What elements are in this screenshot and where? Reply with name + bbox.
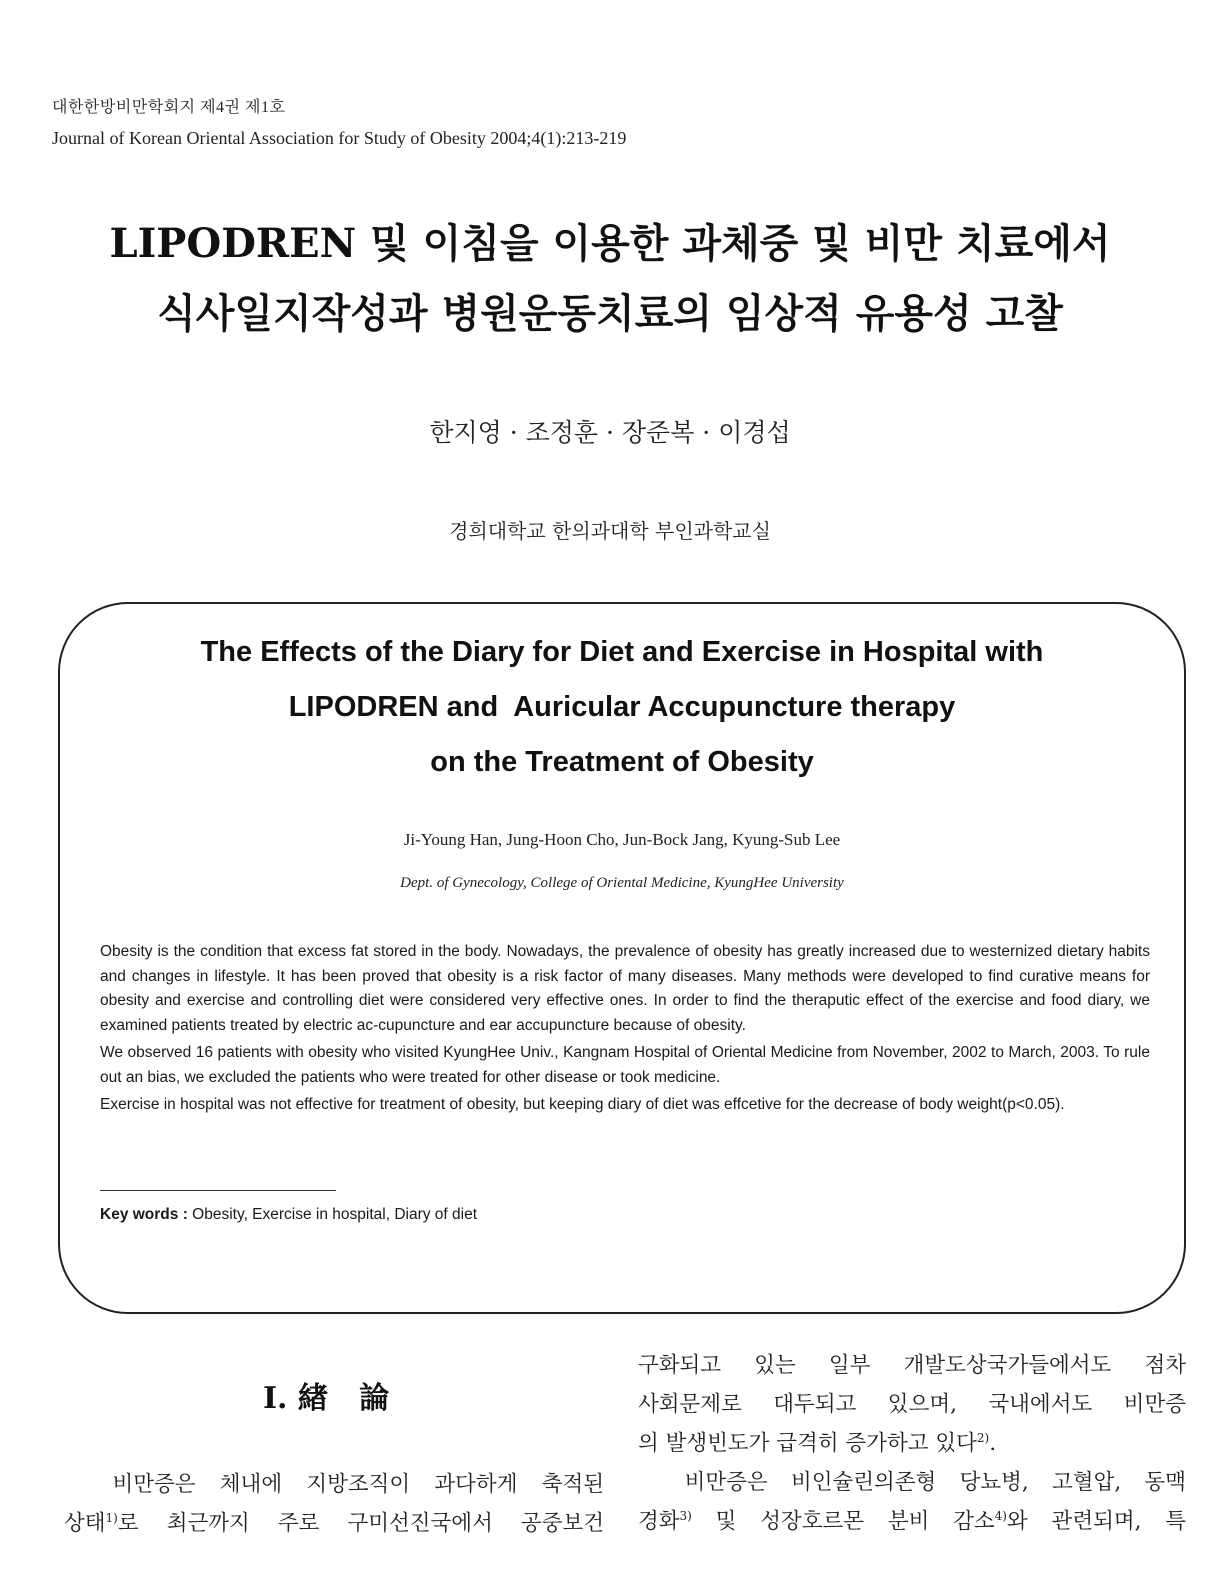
- english-title-line-2: LIPODREN and Auricular Accupuncture therapy: [288, 691, 956, 723]
- english-title-line-3: on the Treatment of Obesity: [430, 746, 814, 778]
- keywords-label: Key words :: [100, 1206, 188, 1223]
- english-title-line-1: The Effects of the Diary for Diet and Exercise in Hospital with: [200, 636, 1044, 668]
- section-heading-introduction: Ⅰ. 緖 論: [263, 1381, 390, 1416]
- keywords-list: Obesity, Exercise in hospital, Diary of diet: [192, 1206, 478, 1223]
- body-text: 비만증은 체내에 지방조직이 과다하게 축적된: [112, 1472, 605, 1497]
- keywords-divider: [100, 1190, 336, 1191]
- body-left-column: [64, 1465, 604, 1543]
- body-text: 상태: [64, 1511, 106, 1536]
- abstract-paragraph: Exercise in hospital was not effective for treatment of obesity, but keeping diary of diet was effcetive for the decrease of body weight(p<0.05).: [100, 1096, 1065, 1113]
- body-line: 사회문제로 대두되고 있으며, 국내에서도 비만증: [638, 1392, 1186, 1417]
- abstract-paragraph: Obesity is the condition that excess fat stored in the body. Nowadays, the prevalence of obesity has greatly increased due to westernized dietary habits and changes in lifestyle. It has been proved that obesity is a risk factor of many diseases. Many methods were developed to find curative means for obesity and exercise and controlling diet were considered very effective ones. In order to find the theraputic effect of the exercise and food diary, we examined patients treated by electric ac-cupuncture and ear accupuncture because of obesity.: [100, 943, 1150, 1034]
- abstract-paragraph: We observed 16 patients with obesity who visited KyungHee Univ., Kangnam Hospital of Oriental Medicine from November, 2002 to March, 2003. To rule out an bias, we excluded the patients who were treated for other disease or took medicine.: [100, 1044, 1150, 1086]
- body-text: 의 발생빈도가 급격히 증가하고 있다: [638, 1431, 977, 1456]
- citation-ref: 2): [976, 1430, 990, 1445]
- english-affiliation: Dept. of Gynecology, College of Oriental Medicine, KyungHee University: [400, 875, 844, 891]
- body-line: [638, 1463, 1186, 1502]
- korean-affiliation: 경희대학교 한의과대학 부인과학교실: [449, 519, 771, 543]
- journal-name-korean: 대한한방비만학회지 제4권 제1호: [52, 99, 286, 116]
- body-line: [64, 1504, 604, 1543]
- journal-citation-english: Journal of Korean Oriental Association for Study of Obesity 2004;4(1):213-219: [52, 128, 627, 148]
- body-right-column: [638, 1346, 1186, 1541]
- korean-authors: 한지영 · 조정훈 · 장준복 · 이경섭: [429, 418, 791, 447]
- body-text: 경화: [638, 1509, 680, 1534]
- korean-title-line-1: LIPODREN 및 이침을 이용한 과체중 및 비만 치료에서: [109, 220, 1111, 267]
- english-authors: Ji-Young Han, Jung-Hoon Cho, Jun-Bock Jang, Kyung-Sub Lee: [403, 830, 841, 849]
- citation-ref: 3): [679, 1508, 692, 1523]
- citation-ref: 4): [994, 1508, 1007, 1523]
- body-text: .: [989, 1431, 997, 1456]
- body-text: 로 최근까지 주로 구미선진국에서 공중보건: [117, 1511, 604, 1536]
- body-line: [638, 1502, 1186, 1541]
- korean-title-line-2: 식사일지작성과 병원운동치료의 임상적 유용성 고찰: [157, 290, 1063, 337]
- abstract-text: [100, 940, 1150, 1121]
- citation-ref: 1): [105, 1510, 118, 1525]
- body-line: [638, 1424, 1186, 1463]
- body-line: [64, 1465, 604, 1504]
- keywords: [100, 1206, 477, 1224]
- body-line: 구화되고 있는 일부 개발도상국가들에서도 점차: [638, 1353, 1186, 1378]
- english-abstract-box: [58, 602, 1186, 1314]
- body-text: 비만증은 비인슐린의존형 당뇨병, 고혈압, 동맥: [684, 1470, 1186, 1495]
- body-text: 및 성장호르몬 분비 감소: [691, 1509, 995, 1534]
- body-text: 와 관련되며, 특: [1007, 1509, 1186, 1534]
